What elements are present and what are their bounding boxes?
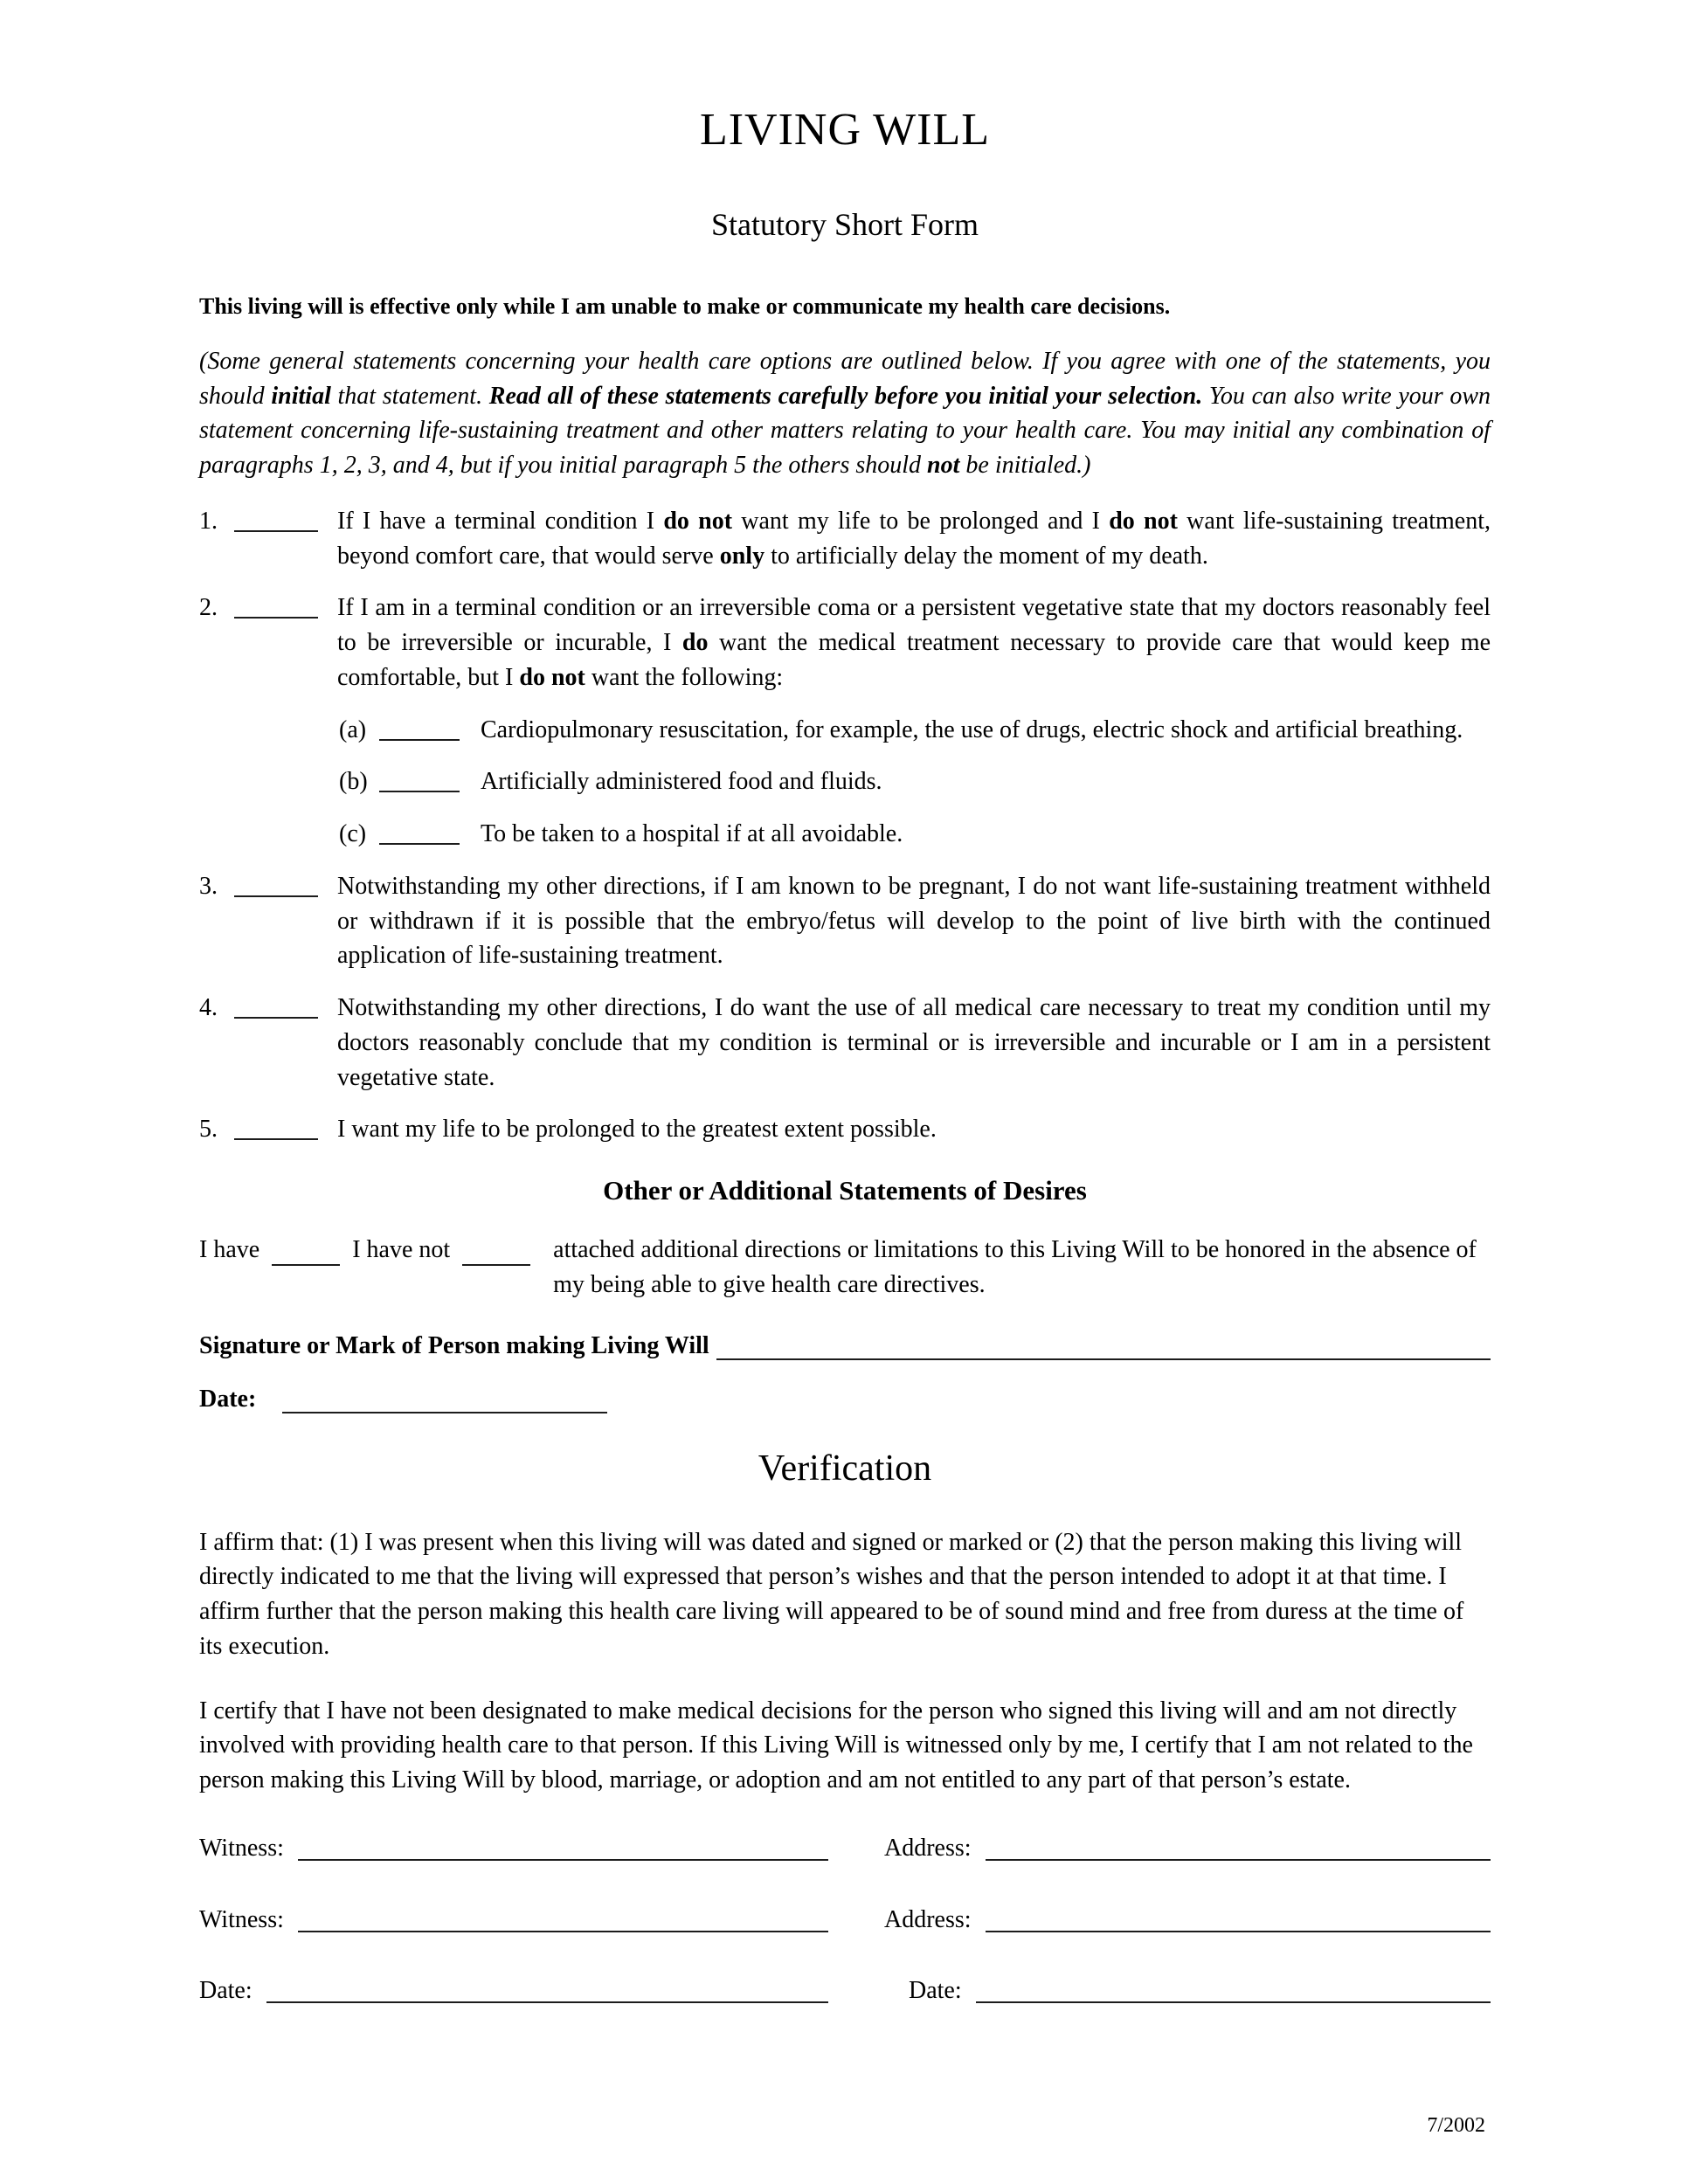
witness-1-label: Witness: <box>199 1834 284 1862</box>
statement-text-4: Notwithstanding my other directions, I do want the use of all medical care necessary to treat my condition until my doctors reasonably conclude that my condition is terminal or is irreversible and incurable or I am in a persistent vegetative state. <box>337 994 1491 1091</box>
subitem-number-2c: (c) <box>339 820 367 848</box>
i-have-label: I have <box>199 1236 260 1264</box>
date-right-line[interactable] <box>976 1973 1491 2003</box>
statement-item-2 <box>199 591 1491 695</box>
statement-item-5 <box>199 1112 1491 1147</box>
statement-number-2: 2. <box>199 594 218 622</box>
statement-number-3: 3. <box>199 872 218 900</box>
statement-number-5: 5. <box>199 1116 218 1144</box>
statement-number-1: 1. <box>199 507 218 535</box>
signature-label: Signature or Mark of Person making Living Will <box>199 1331 709 1359</box>
statement-subitem-2c <box>339 817 1491 852</box>
date-left-label: Date: <box>199 1977 253 2005</box>
i-have-not-line[interactable] <box>462 1233 530 1266</box>
statement-item-3 <box>199 869 1491 973</box>
initial-line-2b[interactable] <box>379 764 460 792</box>
witness-row-2 <box>199 1903 1491 1938</box>
statement-text-1: If I have a terminal condition I do not want my life to be prolonged and I do not want life-sustaining treatment, beyond comfort care, that would serve only to artificially delay the moment of my death. <box>337 507 1491 570</box>
statement-subitem-2b <box>339 764 1491 799</box>
instructions-paragraph: (Some general statements concerning your health care options are outlined below. If you agree with one of the statements, you should initial that statement. Read all of these statements carefully before you initial your selection. You can also write your own statement concerning life-sustaining treatment and other matters relating to your health care. You may initial any combination of paragraphs 1, 2, 3, and 4, but if you initial paragraph 5 the others should not be initialed.) <box>199 347 1491 480</box>
address-2-field <box>884 1903 1491 1938</box>
verification-paragraph-1: I affirm that: (1) I was present when this living will was dated and signed or marked or (2) that the person making this living will directly indicated to me that the living will expressed that person’s wishes and that the person intended to adopt it at that time. I affirm further that the person making this health care living will appeared to be of sound mind and free from duress at the time of its execution. <box>199 1528 1464 1660</box>
statement-text-3: Notwithstanding my other directions, if I am known to be pregnant, I do not want life-sustaining treatment withheld or withdrawn if it is possible that the embryo/fetus will develop to the point of live birth with the continued application of life-sustaining treatment. <box>337 872 1491 970</box>
subitem-text-2c: To be taken to a hospital if at all avoidable. <box>481 820 903 848</box>
initial-line-4[interactable] <box>234 991 318 1019</box>
document-title: LIVING WILL <box>699 105 991 155</box>
revision-date: 7/2002 <box>1427 2113 1485 2137</box>
verification-heading: Verification <box>758 1448 932 1489</box>
initial-line-2[interactable] <box>234 591 318 619</box>
statement-text-2: If I am in a terminal condition or an irreversible coma or a persistent vegetative state that my doctors reasonably feel to be irreversible or incurable, I do want the medical treatment necessary to provide care that would keep me comfortable, but I do not want the following: <box>337 594 1491 691</box>
initial-line-3[interactable] <box>234 869 318 897</box>
subitem-text-2a: Cardiopulmonary resuscitation, for example, the use of drugs, electric shock and artificial breathing. <box>481 715 1463 743</box>
address-2-line[interactable] <box>986 1903 1491 1932</box>
date-left-field <box>199 1973 828 2008</box>
witness-section <box>199 1831 1491 2008</box>
witness-1-line[interactable] <box>298 1831 828 1861</box>
address-1-field <box>884 1831 1491 1866</box>
attachments-text: attached additional directions or limitations to this Living Will to be honored in the absence of my being able to give health care directives. <box>553 1236 1477 1298</box>
effective-statement: This living will is effective only while I am unable to make or communicate my health care decisions. <box>199 293 1171 319</box>
statement-text-5: I want my life to be prolonged to the greatest extent possible. <box>337 1116 937 1144</box>
verification-paragraph-2: I certify that I have not been designated to make medical decisions for the person who signed this living will and am not directly involved with providing health care to that person. If this Living Will is witnessed only by me, I certify that I am not related to the person making this Living Will by blood, marriage, or adoption and am not entitled to any part of that person’s estate. <box>199 1697 1473 1794</box>
attachments-row <box>199 1233 1491 1303</box>
witness-1-field <box>199 1831 828 1866</box>
initial-line-5[interactable] <box>234 1112 318 1140</box>
signature-date-line[interactable] <box>282 1382 607 1413</box>
initial-line-2c[interactable] <box>379 817 460 845</box>
signature-line[interactable] <box>716 1329 1491 1360</box>
signature-date-row <box>199 1382 1491 1417</box>
other-statements-heading: Other or Additional Statements of Desires <box>603 1175 1087 1206</box>
statement-item-1 <box>199 504 1491 574</box>
initial-line-2a[interactable] <box>379 713 460 741</box>
subitem-number-2a: (a) <box>339 715 367 743</box>
witness-row-1 <box>199 1831 1491 1866</box>
address-1-line[interactable] <box>986 1831 1491 1861</box>
statement-subitem-2a <box>339 713 1491 748</box>
date-left-line[interactable] <box>266 1973 828 2003</box>
address-1-label: Address: <box>884 1834 972 1862</box>
witness-2-label: Witness: <box>199 1905 284 1933</box>
statement-number-4: 4. <box>199 994 218 1022</box>
date-right-field <box>884 1973 1491 2008</box>
address-2-label: Address: <box>884 1905 972 1933</box>
subitem-text-2b: Artificially administered food and fluids. <box>481 768 882 796</box>
initial-line-1[interactable] <box>234 504 318 532</box>
statement-item-4 <box>199 991 1491 1095</box>
date-right-label: Date: <box>909 1977 962 2005</box>
signature-date-label: Date: <box>199 1386 257 1413</box>
i-have-line[interactable] <box>272 1233 340 1266</box>
witness-date-row <box>199 1973 1491 2008</box>
subitem-number-2b: (b) <box>339 768 368 796</box>
witness-2-line[interactable] <box>298 1903 828 1932</box>
i-have-not-label: I have not <box>352 1236 451 1264</box>
document-subtitle: Statutory Short Form <box>710 206 979 242</box>
signature-row <box>199 1329 1491 1364</box>
witness-2-field <box>199 1903 828 1938</box>
